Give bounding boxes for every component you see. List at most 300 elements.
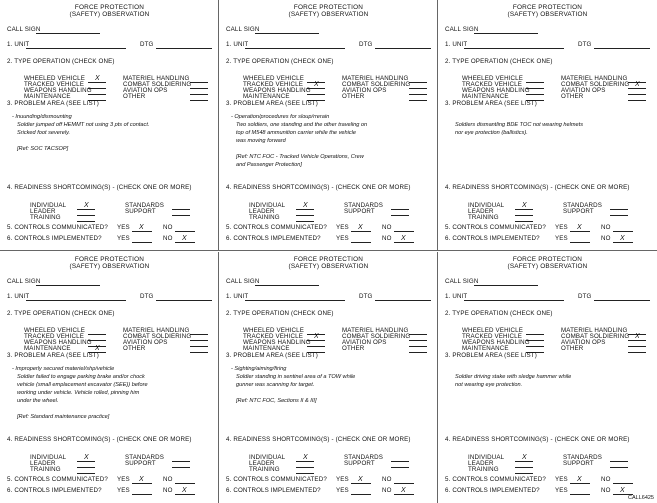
controls-implemented-label: 6. CONTROLS IMPLEMENTED?: [445, 235, 540, 242]
readiness-label: 4. READINESS SHORTCOMING(S) - (CHECK ONE OR MORE): [445, 436, 630, 443]
yes-check-line: [351, 483, 371, 484]
no-check-line: [394, 242, 414, 243]
operation-option-label: MAINTENANCE: [24, 93, 71, 100]
no-label: NO: [163, 487, 173, 494]
yes-label: YES: [117, 224, 130, 231]
operation-option-label: MATERIEL HANDLING: [123, 75, 190, 82]
operation-check-line: [526, 346, 544, 347]
form-stamp: CALL6425: [628, 495, 654, 501]
operation-check-line: [409, 94, 427, 95]
operation-check-line: [190, 340, 208, 341]
shortcoming-check-line: [391, 215, 409, 216]
operation-check-line: [88, 334, 106, 335]
problem-description: [Ref: NTC FOC - Tracked Vehicle Operations, Crew: [236, 154, 364, 160]
shortcoming-option-label: SUPPORT: [344, 460, 375, 467]
shortcoming-option-label: INDIVIDUAL: [468, 454, 505, 461]
shortcoming-check-line: [296, 221, 314, 222]
operation-check-line: [190, 334, 208, 335]
unit-label: 1. UNIT: [226, 293, 249, 300]
problem-description: vehicle (small emplacement excavator (SEE)) before: [17, 382, 148, 388]
operation-check-line: [190, 346, 208, 347]
communicated-check-mark: X: [577, 476, 582, 483]
operation-option-label: WEAPONS HANDLING: [24, 87, 92, 94]
operation-option-label: COMBAT SOLDIERING: [123, 81, 192, 88]
operation-option-label: MAINTENANCE: [462, 345, 509, 352]
operation-check-line: [409, 352, 427, 353]
card-subtitle: (SAFETY) OBSERVATION: [507, 263, 588, 270]
unit-line: [26, 48, 126, 49]
shortcoming-check-line: [77, 467, 95, 468]
problem-description: working under vehicle. Vehicle rolled, pinning him: [17, 390, 140, 396]
readiness-label: 4. READINESS SHORTCOMING(S) - (CHECK ONE OR MORE): [226, 184, 411, 191]
shortcoming-option-label: LEADER: [249, 208, 275, 215]
implemented-check-mark: X: [620, 487, 625, 494]
card-subtitle: (SAFETY) OBSERVATION: [507, 11, 588, 18]
shortcoming-option-label: SUPPORT: [125, 460, 156, 467]
no-check-line: [175, 494, 195, 495]
operation-check-line: [628, 352, 646, 353]
operation-check-mark: X: [314, 81, 319, 88]
operation-option-label: COMBAT SOLDIERING: [123, 333, 192, 340]
unit-line: [26, 300, 126, 301]
operation-option-label: TRACKED VEHICLE: [462, 333, 523, 340]
yes-label: YES: [555, 224, 568, 231]
operation-check-line: [628, 100, 646, 101]
operation-check-line: [628, 94, 646, 95]
problem-description: Soldier failed to engage parking brake and/or chock: [17, 374, 145, 380]
shortcoming-option-label: INDIVIDUAL: [468, 202, 505, 209]
shortcoming-check-mark: X: [303, 202, 308, 209]
yes-label: YES: [555, 476, 568, 483]
call-sign-line: [36, 33, 100, 34]
operation-check-line: [88, 94, 106, 95]
unit-line: [464, 48, 564, 49]
implemented-check-mark: X: [182, 235, 187, 242]
problem-description: Soldiers dismantling BDE TOC not wearing helmets: [455, 122, 583, 128]
no-check-line: [394, 494, 414, 495]
communicated-check-mark: X: [577, 224, 582, 231]
operation-check-line: [526, 82, 544, 83]
shortcoming-check-line: [172, 461, 190, 462]
operation-option-label: WHEELED VEHICLE: [24, 327, 86, 334]
problem-description: under the wheel.: [17, 398, 59, 404]
shortcoming-option-label: SUPPORT: [563, 460, 594, 467]
operation-check-line: [409, 334, 427, 335]
unit-label: 1. UNIT: [445, 293, 468, 300]
shortcoming-option-label: STANDARDS: [563, 454, 603, 461]
controls-communicated-label: 5. CONTROLS COMMUNICATED?: [7, 224, 108, 231]
operation-check-line: [190, 100, 208, 101]
operation-option-label: AVIATION OPS: [561, 339, 606, 346]
operation-option-label: OTHER: [561, 93, 584, 100]
operation-option-label: MAINTENANCE: [243, 93, 290, 100]
shortcoming-option-label: LEADER: [249, 460, 275, 467]
card-title: FORCE PROTECTION: [293, 4, 364, 11]
shortcoming-option-label: INDIVIDUAL: [30, 202, 67, 209]
no-check-line: [394, 483, 414, 484]
shortcoming-option-label: LEADER: [468, 208, 494, 215]
no-label: NO: [382, 235, 392, 242]
no-check-line: [613, 242, 633, 243]
operation-check-line: [409, 340, 427, 341]
yes-check-line: [351, 242, 371, 243]
operation-check-line: [628, 340, 646, 341]
operation-option-label: WEAPONS HANDLING: [24, 339, 92, 346]
shortcoming-option-label: INDIVIDUAL: [249, 454, 286, 461]
yes-check-line: [570, 242, 590, 243]
implemented-check-mark: X: [182, 487, 187, 494]
call-sign-line: [255, 33, 319, 34]
call-sign-line: [474, 33, 538, 34]
shortcoming-option-label: STANDARDS: [344, 202, 384, 209]
operation-option-label: WHEELED VEHICLE: [462, 75, 524, 82]
operation-option-label: OTHER: [342, 93, 365, 100]
implemented-check-mark: X: [401, 487, 406, 494]
shortcoming-option-label: LEADER: [30, 208, 56, 215]
operation-option-label: OTHER: [123, 345, 146, 352]
operation-option-label: MAINTENANCE: [462, 93, 509, 100]
shortcoming-option-label: LEADER: [30, 460, 56, 467]
operation-check-line: [307, 346, 325, 347]
readiness-label: 4. READINESS SHORTCOMING(S) - (CHECK ONE OR MORE): [226, 436, 411, 443]
operation-check-line: [190, 94, 208, 95]
operation-option-label: TRACKED VEHICLE: [243, 333, 304, 340]
shortcoming-option-label: TRAINING: [249, 466, 280, 473]
no-label: NO: [601, 224, 611, 231]
operation-option-label: WEAPONS HANDLING: [243, 87, 311, 94]
problem-description: [Ref: Standard maintenance practice]: [17, 414, 110, 420]
no-check-line: [175, 242, 195, 243]
communicated-check-mark: X: [139, 476, 144, 483]
dtg-label: DTG: [359, 41, 373, 48]
shortcoming-check-line: [391, 467, 409, 468]
controls-communicated-label: 5. CONTROLS COMMUNICATED?: [226, 224, 327, 231]
operation-option-label: WEAPONS HANDLING: [462, 87, 530, 94]
no-label: NO: [382, 224, 392, 231]
unit-label: 1. UNIT: [7, 293, 30, 300]
dtg-label: DTG: [578, 41, 592, 48]
problem-description: Soldier driving stake with sledge hammer while: [455, 374, 572, 380]
no-check-line: [175, 231, 195, 232]
shortcoming-check-line: [515, 467, 533, 468]
shortcoming-check-line: [172, 467, 190, 468]
yes-check-line: [132, 231, 152, 232]
shortcoming-check-line: [296, 461, 314, 462]
shortcoming-check-mark: X: [303, 454, 308, 461]
shortcoming-option-label: STANDARDS: [563, 202, 603, 209]
problem-description: was moving forward: [236, 138, 286, 144]
type-operation-label: 2. TYPE OPERATION (CHECK ONE): [226, 58, 334, 65]
yes-label: YES: [117, 476, 130, 483]
shortcoming-check-mark: X: [84, 454, 89, 461]
shortcoming-option-label: INDIVIDUAL: [30, 454, 67, 461]
shortcoming-check-line: [515, 221, 533, 222]
shortcoming-option-label: TRAINING: [30, 214, 61, 221]
shortcoming-check-line: [296, 215, 314, 216]
shortcoming-check-line: [515, 461, 533, 462]
yes-check-line: [570, 494, 590, 495]
problem-area-label: 3. PROBLEM AREA (SEE LIST): [445, 100, 537, 107]
yes-label: YES: [336, 224, 349, 231]
problem-description: and Passenger Protection]: [236, 162, 302, 168]
shortcoming-check-mark: X: [84, 202, 89, 209]
no-check-line: [613, 483, 633, 484]
shortcoming-option-label: TRAINING: [30, 466, 61, 473]
dtg-line: [375, 300, 431, 301]
yes-label: YES: [336, 235, 349, 242]
controls-communicated-label: 5. CONTROLS COMMUNICATED?: [226, 476, 327, 483]
shortcoming-option-label: SUPPORT: [563, 208, 594, 215]
operation-option-label: WEAPONS HANDLING: [462, 339, 530, 346]
problem-description: top of M548 ammunition carrier while the vehicle: [236, 130, 357, 136]
no-check-line: [175, 483, 195, 484]
dtg-line: [594, 48, 650, 49]
operation-check-line: [526, 334, 544, 335]
problem-description: [Ref: NTC FOC, Sections II & III]: [236, 398, 317, 404]
no-label: NO: [601, 235, 611, 242]
operation-check-mark: X: [314, 333, 319, 340]
operation-check-mark: X: [635, 81, 640, 88]
operation-check-mark: X: [95, 345, 100, 352]
problem-description: Sricked foot severely.: [17, 130, 71, 136]
operation-option-label: MATERIEL HANDLING: [342, 75, 409, 82]
yes-label: YES: [117, 487, 130, 494]
operation-option-label: AVIATION OPS: [342, 87, 387, 94]
shortcoming-check-line: [515, 215, 533, 216]
dtg-line: [156, 48, 212, 49]
observation-card: [438, 0, 657, 251]
shortcoming-check-mark: X: [522, 202, 527, 209]
shortcoming-option-label: LEADER: [468, 460, 494, 467]
communicated-check-mark: X: [139, 224, 144, 231]
observation-card: [0, 0, 219, 251]
call-sign-line: [36, 285, 100, 286]
type-operation-label: 2. TYPE OPERATION (CHECK ONE): [445, 58, 553, 65]
operation-check-line: [88, 82, 106, 83]
no-label: NO: [163, 224, 173, 231]
operation-option-label: MATERIEL HANDLING: [561, 327, 628, 334]
type-operation-label: 2. TYPE OPERATION (CHECK ONE): [445, 310, 553, 317]
shortcoming-check-line: [610, 467, 628, 468]
unit-line: [245, 300, 345, 301]
operation-check-line: [190, 82, 208, 83]
shortcoming-check-line: [77, 461, 95, 462]
operation-option-label: COMBAT SOLDIERING: [561, 81, 630, 88]
problem-description: not wearing eye protection.: [455, 382, 523, 388]
no-check-line: [394, 231, 414, 232]
problem-description: [Ref: SOC TACSOP]: [17, 146, 69, 152]
dtg-label: DTG: [359, 293, 373, 300]
operation-check-mark: X: [95, 75, 100, 82]
shortcoming-check-line: [610, 209, 628, 210]
card-subtitle: (SAFETY) OBSERVATION: [288, 11, 369, 18]
shortcoming-check-line: [77, 221, 95, 222]
observation-card: [0, 252, 219, 503]
operation-option-label: MAINTENANCE: [243, 345, 290, 352]
problem-description: Two soldiers, one standing and the other traveling on: [236, 122, 368, 128]
operation-option-label: WHEELED VEHICLE: [24, 75, 86, 82]
problem-description: gunner was scanning for target.: [236, 382, 315, 388]
unit-line: [464, 300, 564, 301]
observation-card: [219, 0, 438, 251]
operation-option-label: MATERIEL HANDLING: [123, 327, 190, 334]
observation-card: [438, 252, 657, 503]
call-sign-label: CALL SIGN: [445, 278, 479, 285]
operation-option-label: OTHER: [561, 345, 584, 352]
operation-option-label: MATERIEL HANDLING: [342, 327, 409, 334]
call-sign-line: [474, 285, 538, 286]
operation-option-label: OTHER: [342, 345, 365, 352]
type-operation-label: 2. TYPE OPERATION (CHECK ONE): [7, 58, 115, 65]
no-label: NO: [601, 476, 611, 483]
card-title: FORCE PROTECTION: [74, 256, 145, 263]
type-operation-label: 2. TYPE OPERATION (CHECK ONE): [226, 310, 334, 317]
dtg-line: [375, 48, 431, 49]
operation-option-label: TRACKED VEHICLE: [243, 81, 304, 88]
shortcoming-option-label: STANDARDS: [125, 454, 165, 461]
readiness-label: 4. READINESS SHORTCOMING(S) - (CHECK ONE OR MORE): [7, 436, 192, 443]
controls-implemented-label: 6. CONTROLS IMPLEMENTED?: [7, 235, 102, 242]
operation-option-label: WHEELED VEHICLE: [462, 327, 524, 334]
shortcoming-check-line: [391, 461, 409, 462]
implemented-check-mark: X: [401, 235, 406, 242]
shortcoming-check-line: [77, 473, 95, 474]
card-title: FORCE PROTECTION: [74, 4, 145, 11]
yes-label: YES: [555, 235, 568, 242]
operation-check-line: [409, 100, 427, 101]
shortcoming-option-label: TRAINING: [468, 466, 499, 473]
card-subtitle: (SAFETY) OBSERVATION: [288, 263, 369, 270]
unit-line: [245, 48, 345, 49]
unit-label: 1. UNIT: [226, 41, 249, 48]
shortcoming-option-label: INDIVIDUAL: [249, 202, 286, 209]
shortcoming-check-line: [172, 209, 190, 210]
problem-description: nor eye protection (ballistics).: [455, 130, 528, 136]
shortcoming-check-line: [77, 215, 95, 216]
problem-area-label: 3. PROBLEM AREA (SEE LIST): [226, 100, 318, 107]
operation-check-mark: X: [635, 333, 640, 340]
operation-option-label: WHEELED VEHICLE: [243, 75, 305, 82]
shortcoming-check-line: [515, 473, 533, 474]
problem-area-label: 3. PROBLEM AREA (SEE LIST): [445, 352, 537, 359]
problem-description: - Inuunding/dismounting: [12, 114, 72, 120]
controls-communicated-label: 5. CONTROLS COMMUNICATED?: [7, 476, 108, 483]
operation-option-label: TRACKED VEHICLE: [462, 81, 523, 88]
operation-option-label: AVIATION OPS: [123, 87, 168, 94]
operation-check-line: [307, 94, 325, 95]
call-sign-label: CALL SIGN: [7, 278, 41, 285]
yes-label: YES: [336, 476, 349, 483]
operation-check-line: [526, 94, 544, 95]
yes-check-line: [132, 494, 152, 495]
problem-description: Soldier jumped off HEMMT not using 3 pts of contact.: [17, 122, 150, 128]
operation-option-label: AVIATION OPS: [123, 339, 168, 346]
operation-option-label: COMBAT SOLDIERING: [342, 81, 411, 88]
dtg-line: [156, 300, 212, 301]
no-check-line: [613, 231, 633, 232]
observation-card: [219, 252, 438, 503]
operation-option-label: TRACKED VEHICLE: [24, 333, 85, 340]
problem-area-label: 3. PROBLEM AREA (SEE LIST): [7, 352, 99, 359]
yes-label: YES: [555, 487, 568, 494]
controls-communicated-label: 5. CONTROLS COMMUNICATED?: [445, 224, 546, 231]
communicated-check-mark: X: [358, 476, 363, 483]
controls-communicated-label: 5. CONTROLS COMMUNICATED?: [445, 476, 546, 483]
operation-check-line: [409, 82, 427, 83]
operation-check-line: [190, 88, 208, 89]
yes-check-line: [351, 494, 371, 495]
operation-option-label: MAINTENANCE: [24, 345, 71, 352]
yes-label: YES: [117, 235, 130, 242]
dtg-label: DTG: [140, 293, 154, 300]
yes-check-line: [351, 231, 371, 232]
shortcoming-check-line: [391, 209, 409, 210]
call-sign-label: CALL SIGN: [7, 26, 41, 33]
shortcoming-option-label: SUPPORT: [344, 208, 375, 215]
problem-area-label: 3. PROBLEM AREA (SEE LIST): [7, 100, 99, 107]
operation-option-label: WEAPONS HANDLING: [243, 339, 311, 346]
controls-implemented-label: 6. CONTROLS IMPLEMENTED?: [7, 487, 102, 494]
operation-check-line: [409, 88, 427, 89]
no-label: NO: [601, 487, 611, 494]
card-title: FORCE PROTECTION: [512, 4, 583, 11]
controls-implemented-label: 6. CONTROLS IMPLEMENTED?: [226, 235, 321, 242]
dtg-line: [594, 300, 650, 301]
operation-check-line: [628, 346, 646, 347]
problem-description: - Improperly secured materiel/shp/vehicle: [12, 366, 115, 372]
yes-check-line: [570, 231, 590, 232]
shortcoming-check-line: [172, 215, 190, 216]
shortcoming-check-line: [610, 215, 628, 216]
controls-implemented-label: 6. CONTROLS IMPLEMENTED?: [445, 487, 540, 494]
operation-option-label: COMBAT SOLDIERING: [561, 333, 630, 340]
operation-option-label: COMBAT SOLDIERING: [342, 333, 411, 340]
yes-check-line: [132, 483, 152, 484]
yes-label: YES: [336, 487, 349, 494]
shortcoming-option-label: TRAINING: [468, 214, 499, 221]
shortcoming-check-line: [296, 209, 314, 210]
communicated-check-mark: X: [358, 224, 363, 231]
shortcoming-option-label: TRAINING: [249, 214, 280, 221]
operation-option-label: AVIATION OPS: [561, 87, 606, 94]
call-sign-line: [255, 285, 319, 286]
no-label: NO: [382, 487, 392, 494]
problem-description: - Sighting/aiming/firing: [231, 366, 287, 372]
call-sign-label: CALL SIGN: [226, 278, 260, 285]
shortcoming-check-line: [296, 467, 314, 468]
operation-option-label: WHEELED VEHICLE: [243, 327, 305, 334]
shortcoming-check-line: [610, 461, 628, 462]
unit-label: 1. UNIT: [445, 41, 468, 48]
shortcoming-option-label: SUPPORT: [125, 208, 156, 215]
operation-check-line: [409, 346, 427, 347]
card-title: FORCE PROTECTION: [293, 256, 364, 263]
operation-check-line: [628, 88, 646, 89]
operation-option-label: AVIATION OPS: [342, 339, 387, 346]
shortcoming-check-line: [515, 209, 533, 210]
card-subtitle: (SAFETY) OBSERVATION: [69, 263, 150, 270]
type-operation-label: 2. TYPE OPERATION (CHECK ONE): [7, 310, 115, 317]
yes-check-line: [570, 483, 590, 484]
readiness-label: 4. READINESS SHORTCOMING(S) - (CHECK ONE OR MORE): [7, 184, 192, 191]
problem-description: Soldier standing in sentinel area of a TOW while: [236, 374, 356, 380]
readiness-label: 4. READINESS SHORTCOMING(S) - (CHECK ONE OR MORE): [445, 184, 630, 191]
operation-check-line: [190, 352, 208, 353]
shortcoming-check-line: [77, 209, 95, 210]
no-label: NO: [382, 476, 392, 483]
shortcoming-option-label: STANDARDS: [125, 202, 165, 209]
shortcoming-option-label: STANDARDS: [344, 454, 384, 461]
